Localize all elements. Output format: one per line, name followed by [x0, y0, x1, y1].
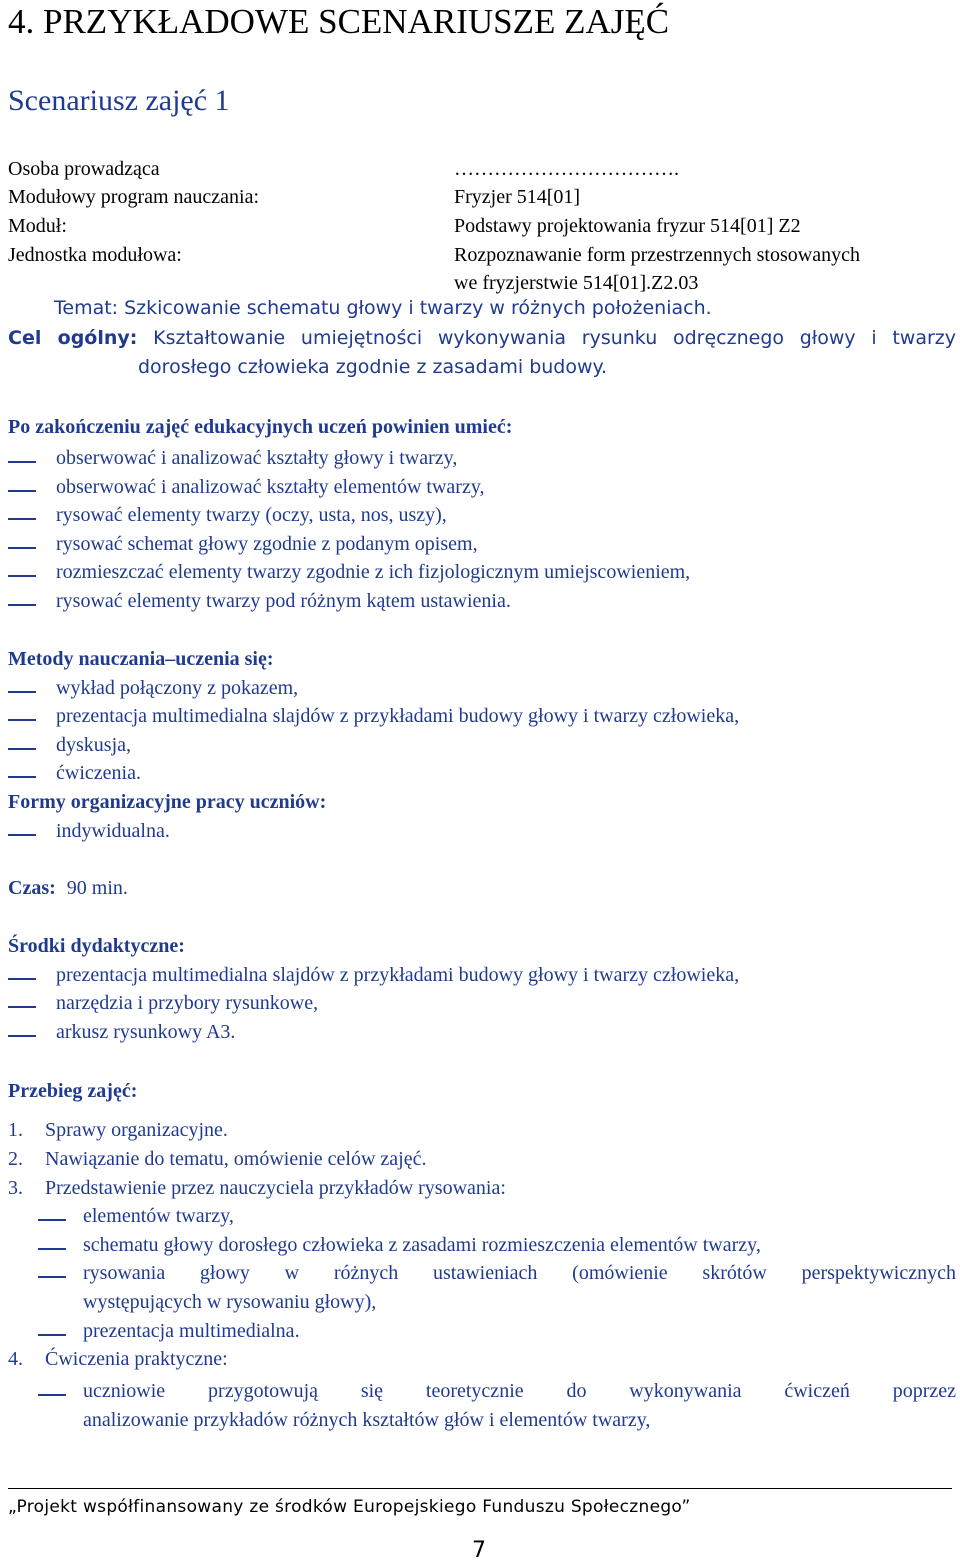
forms-heading: Formy organizacyjne pracy uczniów:	[8, 791, 327, 813]
list-item-text: rysować elementy twarzy pod różnym kątem ustawienia.	[56, 590, 511, 612]
list-item-text: wykład połączony z pokazem,	[56, 677, 299, 699]
list-item-text: rysowania głowy w różnych ustawieniach (omówienie skrótów perspektywicznych	[83, 1262, 956, 1284]
info-label: Modułowy program nauczania:	[8, 186, 260, 208]
list-item-text: prezentacja multimedialna slajdów z przykładami budowy głowy i twarzy człowieka,	[56, 705, 740, 727]
duration	[8, 877, 128, 900]
duration-value: 90 min.	[66, 877, 128, 899]
info-value: Fryzjer 514[01]	[454, 186, 581, 208]
footer-divider	[8, 1488, 952, 1489]
list-item-text: analizowanie przykładów różnych kształtów głów i elementów twarzy,	[83, 1409, 651, 1431]
list-item-text: elementów twarzy,	[83, 1205, 234, 1227]
outcomes-heading: Po zakończeniu zajęć edukacyjnych uczeń powinien umieć:	[8, 416, 513, 438]
general-goal-cont: dorosłego człowieka zgodnie z zasadami budowy.	[138, 356, 608, 378]
footer-text: „Projekt współfinansowany ze środków Europejskiego Funduszu Społecznego”	[8, 1497, 691, 1517]
info-value: Rozpoznawanie form przestrzennych stosowanych	[454, 244, 860, 266]
general-goal-label: Cel ogólny:	[8, 327, 138, 349]
step-number: 2.	[8, 1148, 23, 1170]
chapter-title: 4. PRZYKŁADOWE SCENARIUSZE ZAJĘĆ	[8, 2, 670, 41]
scenario-title: Scenariusz zajęć 1	[8, 84, 230, 117]
list-item-text: rysować schemat głowy zgodnie z podanym opisem,	[56, 533, 478, 555]
step-text: Przedstawienie przez nauczyciela przykładów rysowania:	[45, 1177, 506, 1199]
info-label: Moduł:	[8, 215, 67, 237]
list-item-text: schematu głowy dorosłego człowieka z zasadami rozmieszczenia elementów twarzy,	[83, 1234, 761, 1256]
info-value: we fryzjerstwie 514[01].Z2.03	[454, 272, 699, 294]
list-item-text: narzędzia i przybory rysunkowe,	[56, 992, 319, 1014]
list-item-text: rozmieszczać elementy twarzy zgodnie z ich fizjologicznym umiejscowieniem,	[56, 561, 691, 583]
general-goal-text: Kształtowanie umiejętności wykonywania rysunku odręcznego głowy i twarzy	[153, 327, 957, 349]
lesson-topic: Temat: Szkicowanie schematu głowy i twarzy w różnych położeniach.	[54, 297, 712, 319]
methods-heading: Metody nauczania–uczenia się:	[8, 648, 274, 670]
resources-heading: Środki dydaktyczne:	[8, 935, 185, 957]
general-goal	[8, 327, 956, 349]
step-text: Sprawy organizacyjne.	[45, 1119, 228, 1141]
duration-label: Czas:	[8, 877, 56, 899]
list-item-text: obserwować i analizować kształty elementów twarzy,	[56, 476, 485, 498]
info-label: Osoba prowadząca	[8, 158, 160, 180]
list-item-text: prezentacja multimedialna.	[83, 1320, 300, 1342]
step-number: 3.	[8, 1177, 23, 1199]
list-item-text: obserwować i analizować kształty głowy i twarzy,	[56, 447, 458, 469]
list-item-text: arkusz rysunkowy A3.	[56, 1021, 236, 1043]
list-item-text: rysować elementy twarzy (oczy, usta, nos, uszy),	[56, 504, 447, 526]
step-number: 1.	[8, 1119, 23, 1141]
info-value: Podstawy projektowania fryzur 514[01] Z2	[454, 215, 801, 237]
step-text: Ćwiczenia praktyczne:	[45, 1348, 228, 1370]
list-item-text: dyskusja,	[56, 734, 131, 756]
list-item-text: indywidualna.	[56, 820, 170, 842]
info-value: …………………………….	[454, 158, 679, 180]
procedure-heading: Przebieg zajęć:	[8, 1080, 138, 1102]
list-item-text: uczniowie przygotowują się teoretycznie do wykonywania ćwiczeń poprzez	[83, 1380, 956, 1402]
page-number: 7	[472, 1538, 486, 1563]
step-number: 4.	[8, 1348, 23, 1370]
list-item-text: prezentacja multimedialna slajdów z przykładami budowy głowy i twarzy człowieka,	[56, 964, 740, 986]
step-text: Nawiązanie do tematu, omówienie celów zajęć.	[45, 1148, 427, 1170]
list-item-text: ćwiczenia.	[56, 762, 141, 784]
info-label: Jednostka modułowa:	[8, 244, 182, 266]
list-item-text: występujących w rysowaniu głowy),	[83, 1291, 377, 1313]
